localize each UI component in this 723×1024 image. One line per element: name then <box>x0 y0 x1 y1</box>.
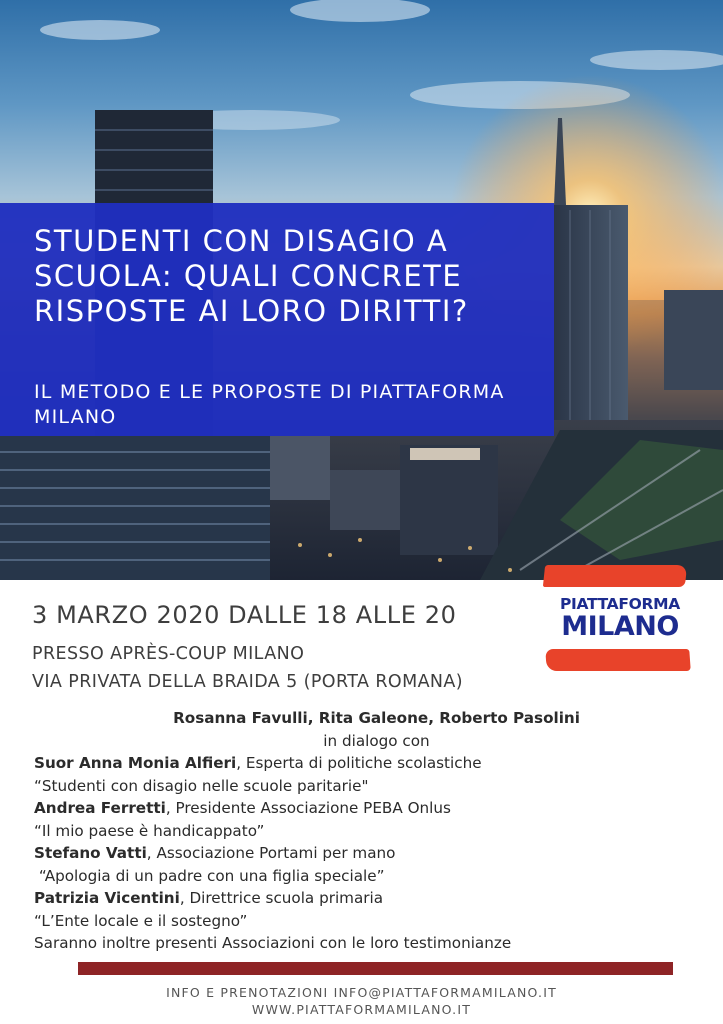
speaker-name: Stefano Vatti <box>34 844 147 862</box>
speaker-row <box>0 752 723 775</box>
event-subtitle: IL METODO E LE PROPOSTE DI PIATTAFORMA MILANO <box>34 381 505 428</box>
event-date: 3 MARZO 2020 DALLE 18 ALLE 20 <box>32 601 457 629</box>
speaker-talk: “Studenti con disagio nelle scuole paritarie" <box>34 776 369 795</box>
speaker-row <box>0 887 723 910</box>
speaker-name: Suor Anna Monia Alfieri <box>34 754 237 772</box>
speaker-role: , Associazione Portami per mano <box>146 844 396 862</box>
logo-brush-stroke-bottom <box>545 649 691 671</box>
speaker-role: , Direttrice scuola primaria <box>179 889 384 907</box>
program <box>0 707 723 955</box>
contact-website[interactable]: WWW.PIATTAFORMAMILANO.IT <box>251 1002 472 1017</box>
speaker-name: Andrea Ferretti <box>34 799 166 817</box>
speaker-talk: “Apologia di un padre con una figlia speciale” <box>34 866 385 885</box>
contact-email[interactable]: INFO E PRENOTAZIONI INFO@PIATTAFORMAMILANO.IT <box>166 985 557 1000</box>
divider-bar <box>78 962 673 975</box>
contacts <box>0 984 723 1018</box>
speaker-role: , Esperta di politiche scolastiche <box>236 754 482 772</box>
logo-brush-stroke-top <box>543 565 687 587</box>
speaker-row <box>0 797 723 820</box>
hosts: Rosanna Favulli, Rita Galeone, Roberto Pasolini <box>173 709 580 727</box>
speaker-talk: “L’Ente locale e il sostegno” <box>34 911 248 930</box>
speaker-row <box>0 842 723 865</box>
venue-name: PRESSO APRÈS-COUP MILANO <box>32 644 305 664</box>
speaker-talk: “Il mio paese è handicappato” <box>34 821 265 840</box>
venue-address: VIA PRIVATA DELLA BRAIDA 5 (PORTA ROMANA) <box>32 672 464 692</box>
event-venue <box>32 640 463 696</box>
logo-text-line2: MILANO <box>561 611 679 642</box>
event-title: STUDENTI CON DISAGIO A SCUOLA: QUALI CONCRETE RISPOSTE AI LORO DIRITTI? <box>34 224 469 328</box>
dialog-label: in dialogo con <box>323 731 430 750</box>
piattaforma-milano-logo <box>540 565 692 673</box>
logo-text-line1: PIATTAFORMA <box>559 595 681 613</box>
closing-note: Saranno inoltre presenti Associazioni con le loro testimonianze <box>34 934 512 952</box>
speaker-role: , Presidente Associazione PEBA Onlus <box>165 799 451 817</box>
speaker-name: Patrizia Vicentini <box>34 889 180 907</box>
